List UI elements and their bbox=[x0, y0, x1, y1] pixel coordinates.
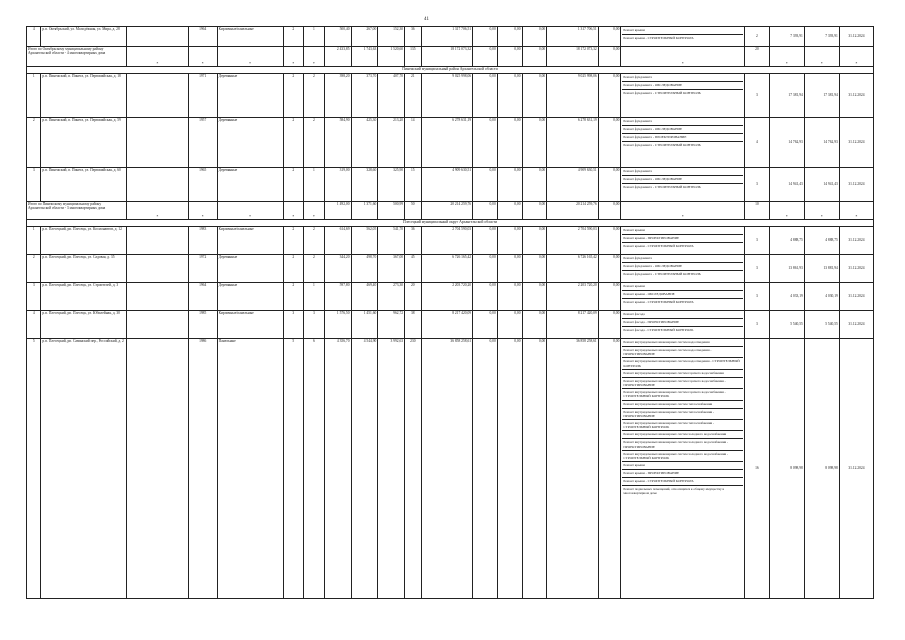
private-area-cell: 407,70 bbox=[378, 74, 405, 118]
private-area-cell: 500,99 bbox=[378, 202, 405, 220]
local-budget-cell: 0,00 bbox=[522, 202, 547, 220]
max-cost-cell: 14 941,43 bbox=[804, 168, 839, 202]
address-cell: р.п. Плесецкий, рп. Савинский пер., Российский, д. 2 bbox=[41, 339, 127, 599]
spec-cost-cell: 13 861,93 bbox=[769, 255, 804, 283]
entrances-cell: 6 bbox=[304, 339, 325, 599]
unit-cell: 3 bbox=[745, 168, 770, 202]
row-number: 3 bbox=[27, 168, 41, 202]
budget-cell: 0,00 bbox=[497, 255, 522, 283]
other-cell: 0,00 bbox=[598, 311, 621, 339]
address-cell: р.п. Пинежский, п. Пинега, ул. Первомайская, д. 59 bbox=[41, 118, 127, 168]
floors-cell: 2 bbox=[283, 27, 304, 47]
owners-fund-cell: 6 726 165,42 bbox=[547, 255, 599, 283]
fund-cell: 0,00 bbox=[473, 47, 498, 67]
year-cell: 1964 bbox=[188, 27, 217, 47]
total-row bbox=[27, 202, 874, 220]
entrances-cell: 2 bbox=[304, 227, 325, 255]
budget-cell: 0,00 bbox=[497, 283, 522, 311]
residents-cell: 50 bbox=[405, 202, 421, 220]
material-cell: Деревянные bbox=[217, 74, 283, 118]
row-number: 3 bbox=[27, 283, 41, 311]
material-cell: Деревянные bbox=[217, 255, 283, 283]
placeholder-mark: * bbox=[804, 202, 839, 220]
max-cost-cell: 4 030,19 bbox=[804, 283, 839, 311]
local-budget-cell: 0,00 bbox=[522, 74, 547, 118]
work-item: Ремонт внутридомовых инженерных систем теплоснабжения bbox=[622, 401, 743, 409]
local-budget-cell: 0,00 bbox=[522, 255, 547, 283]
other-cell: 0,00 bbox=[598, 47, 621, 67]
other-cell: 0,00 bbox=[598, 255, 621, 283]
address-cell: р.п. Пинежский, п. Пинега, ул. Первомайская, д. 60 bbox=[41, 168, 127, 202]
residents-cell: 230 bbox=[405, 339, 421, 599]
address-cell: р.п. Октябрьский, ул. Молодёжная, ул. Мира, д. 28 bbox=[41, 27, 127, 47]
total-area-cell: 614,69 bbox=[324, 227, 351, 255]
spec-cost-cell: 5 540,55 bbox=[769, 311, 804, 339]
local-budget-cell: 0,00 bbox=[522, 168, 547, 202]
work-item: Ремонт фасада - ПРОЕКТИРОВАНИЕ bbox=[622, 319, 743, 327]
work-item: Ремонт внутридомовых инженерных систем холодного водоснабжения - ПРОЕКТИРОВАНИЕ bbox=[622, 439, 743, 450]
other-cell: 0,00 bbox=[598, 202, 621, 220]
max-cost-cell: 8 098,98 bbox=[804, 339, 839, 599]
living-area-cell: 4 544,90 bbox=[351, 339, 378, 599]
table-row bbox=[27, 74, 874, 118]
material-cell: Деревянные bbox=[217, 283, 283, 311]
private-area-cell: 152,30 bbox=[378, 27, 405, 47]
residents-cell: 38 bbox=[405, 311, 421, 339]
address-cell: р.п. Плесецкий, рп. Плесецк, ул. Строителей, д. 3 bbox=[41, 283, 127, 311]
residents-cell: 15 bbox=[405, 168, 421, 202]
table-row bbox=[27, 339, 874, 599]
fund-cell: 0,00 bbox=[473, 283, 498, 311]
material-cell: Деревянные bbox=[217, 168, 283, 202]
floors-cell: 2 bbox=[283, 283, 304, 311]
owners-fund-cell: 4 909 630,51 bbox=[547, 168, 599, 202]
other-cell: 0,00 bbox=[598, 339, 621, 599]
placeholder-mark: * bbox=[217, 202, 283, 220]
year-cell: 1964 bbox=[188, 283, 217, 311]
total-area-cell: 597,80 bbox=[324, 283, 351, 311]
works-list bbox=[621, 27, 745, 47]
work-item: Ремонт фундамента - ОБСЛЕДОВАНИЕ bbox=[622, 126, 743, 134]
unit-cell: 3 bbox=[745, 227, 770, 255]
entrances-cell: 2 bbox=[304, 255, 325, 283]
spec-cost-cell: 8 098,98 bbox=[769, 339, 804, 599]
total-area-cell: 2 433,85 bbox=[324, 47, 351, 67]
total-area-cell: 344,20 bbox=[324, 255, 351, 283]
works-list bbox=[621, 168, 745, 202]
placeholder-mark: * bbox=[621, 47, 745, 67]
works-list bbox=[621, 339, 745, 599]
table-row bbox=[27, 311, 874, 339]
address-cell: р.п. Плесецкий, рп. Плесецк, ул. Садовая, д. 35 bbox=[41, 255, 127, 283]
max-cost-cell: 7 393,91 bbox=[804, 27, 839, 47]
works-list bbox=[621, 118, 745, 168]
material-cell: Панельные bbox=[217, 339, 283, 599]
fund-cell: 0,00 bbox=[473, 202, 498, 220]
total-row bbox=[27, 47, 874, 67]
spec-cost-cell: 14 941,43 bbox=[769, 168, 804, 202]
year-cell: 1957 bbox=[188, 118, 217, 168]
fund-cell: 0,00 bbox=[473, 168, 498, 202]
work-item: Ремонт крыши - СТРОИТЕЛЬНЫЙ КОНТРОЛЬ bbox=[623, 244, 694, 248]
row-number: 1 bbox=[27, 74, 41, 118]
total-area-cell: 1 492,00 bbox=[324, 202, 351, 220]
max-cost-cell: 14 762,93 bbox=[804, 118, 839, 168]
work-item: Ремонт фундамента - ОБСЛЕДОВАНИЕ bbox=[622, 82, 743, 90]
fund-cell: 0,00 bbox=[473, 311, 498, 339]
budget-cell: 0,00 bbox=[497, 74, 522, 118]
work-item: Ремонт крыши bbox=[622, 27, 743, 35]
deadline-cell: 31.12.2024 bbox=[839, 339, 873, 599]
empty-cell bbox=[126, 311, 188, 339]
residents-cell: 21 bbox=[405, 74, 421, 118]
unit-cell: 3 bbox=[745, 255, 770, 283]
owners-fund-cell: 2 203 720,20 bbox=[547, 283, 599, 311]
total-area-cell: 319,00 bbox=[324, 168, 351, 202]
other-cell: 0,00 bbox=[598, 168, 621, 202]
year-cell: 1983 bbox=[188, 227, 217, 255]
living-area-cell: 1 451,60 bbox=[351, 311, 378, 339]
cost-cell: 18 172 073,32 bbox=[421, 47, 473, 67]
entrances-cell: 1 bbox=[304, 283, 325, 311]
empty-cell bbox=[126, 118, 188, 168]
work-item: Ремонт фундамента - СТРОИТЕЛЬНЫЙ КОНТРОЛЬ bbox=[623, 143, 701, 147]
work-item: Ремонт крыши - ОБСЛЕДОВАНИЕ bbox=[622, 291, 743, 299]
empty-cell bbox=[126, 227, 188, 255]
page-number: 41 bbox=[424, 17, 429, 22]
work-item: Ремонт крыши bbox=[622, 462, 743, 470]
material-cell: Кирпичные/панельные bbox=[217, 311, 283, 339]
work-item: Ремонт внутридомовых инженерных систем теплоснабжения - ПРОЕКТИРОВАНИЕ bbox=[622, 409, 743, 420]
works-list bbox=[621, 227, 745, 255]
work-item: Ремонт фасада bbox=[622, 311, 743, 319]
cost-cell: 36 858 258,61 bbox=[421, 339, 473, 599]
placeholder-mark: * bbox=[621, 202, 745, 220]
work-item: Ремонт крыши - СТРОИТЕЛЬНЫЙ КОНТРОЛЬ bbox=[623, 300, 694, 304]
row-number: 1 bbox=[27, 227, 41, 255]
floors-cell: 2 bbox=[283, 118, 304, 168]
unit-cell: 3 bbox=[745, 283, 770, 311]
cost-cell: 9 025 998,06 bbox=[421, 74, 473, 118]
table-row bbox=[27, 118, 874, 168]
other-cell: 0,00 bbox=[598, 74, 621, 118]
owners-fund-cell: 1 317 706,51 bbox=[547, 27, 599, 47]
local-budget-cell: 0,00 bbox=[522, 311, 547, 339]
placeholder-mark: * bbox=[769, 47, 804, 67]
cost-cell: 1 317 706,51 bbox=[421, 27, 473, 47]
budget-cell: 0,00 bbox=[497, 27, 522, 47]
work-item: Ремонт фундамента - СТРОИТЕЛЬНЫЙ КОНТРОЛЬ bbox=[623, 272, 701, 276]
local-budget-cell: 0,00 bbox=[522, 283, 547, 311]
max-cost-cell: 4 888,75 bbox=[804, 227, 839, 255]
year-cell: 1971 bbox=[188, 74, 217, 118]
table-row bbox=[27, 227, 874, 255]
capital-repair-table bbox=[26, 26, 874, 599]
work-item: Ремонт крыши - ПРОЕКТИРОВАНИЕ bbox=[622, 470, 743, 478]
empty-cell bbox=[126, 255, 188, 283]
other-cell: 0,00 bbox=[598, 118, 621, 168]
cost-cell: 2 704 590,03 bbox=[421, 227, 473, 255]
work-item: Ремонт крыши - СТРОИТЕЛЬНЫЙ КОНТРОЛЬ bbox=[622, 478, 743, 486]
section-header-row bbox=[27, 220, 874, 227]
address-cell: р.п. Плесецкий, рп. Плесецк, ул. Космонавтов, д. 12 bbox=[41, 227, 127, 255]
work-item: Ремонт внутридомовых инженерных систем холодного водоснабжения bbox=[622, 431, 743, 439]
placeholder-mark: * bbox=[839, 47, 873, 67]
table-row bbox=[27, 283, 874, 311]
total-label: Итого по Пинежскому муниципальному району Архангельской области - 3 многоквартирных дома bbox=[27, 202, 127, 220]
row-number: 4 bbox=[27, 311, 41, 339]
work-item: Ремонт внутридомовых инженерных систем горячего водоснабжения bbox=[622, 370, 743, 378]
residents-cell: 20 bbox=[405, 283, 421, 311]
total-area-cell: 1 576,50 bbox=[324, 311, 351, 339]
cost-cell: 2 203 720,20 bbox=[421, 283, 473, 311]
private-area-cell: 3 992,63 bbox=[378, 339, 405, 599]
max-cost-cell: 13 881,94 bbox=[804, 255, 839, 283]
cost-cell: 6 726 165,42 bbox=[421, 255, 473, 283]
table-row bbox=[27, 168, 874, 202]
owners-fund-cell: 9 025 998,06 bbox=[547, 74, 599, 118]
local-budget-cell: 0,00 bbox=[522, 27, 547, 47]
work-item: Ремонт фундамента - ОБСЛЕДОВАНИЕ bbox=[622, 176, 743, 184]
budget-cell: 0,00 bbox=[497, 339, 522, 599]
table-row bbox=[27, 27, 874, 47]
unit-cell: 2 bbox=[745, 27, 770, 47]
private-area-cell: 541,70 bbox=[378, 227, 405, 255]
fund-cell: 0,00 bbox=[473, 255, 498, 283]
work-item: Ремонт фундамента bbox=[622, 168, 743, 176]
unit-cell: 16 bbox=[745, 339, 770, 599]
placeholder-mark: * bbox=[283, 47, 304, 67]
works-list bbox=[621, 74, 745, 118]
deadline-cell: 31.12.2024 bbox=[839, 74, 873, 118]
owners-fund-cell: 2 704 590,03 bbox=[547, 227, 599, 255]
living-area-cell: 498,70 bbox=[351, 255, 378, 283]
budget-cell: 0,00 bbox=[497, 47, 522, 67]
living-area-cell: 1 743,63 bbox=[351, 47, 378, 67]
deadline-cell: 31.12.2024 bbox=[839, 227, 873, 255]
max-cost-cell: 17 381,94 bbox=[804, 74, 839, 118]
residents-cell: 36 bbox=[405, 227, 421, 255]
entrances-cell: 2 bbox=[304, 74, 325, 118]
material-cell: Кирпичные/панельные bbox=[217, 27, 283, 47]
work-item: Ремонт крыши - ПРОЕКТИРОВАНИЕ bbox=[622, 235, 743, 243]
work-item: Ремонт крыши bbox=[622, 283, 743, 291]
deadline-cell: 31.12.2024 bbox=[839, 283, 873, 311]
deadline-cell: 31.12.2024 bbox=[839, 168, 873, 202]
other-cell: 0,00 bbox=[598, 27, 621, 47]
budget-cell: 0,00 bbox=[497, 227, 522, 255]
work-item: Ремонт внутридомовых инженерных систем горячего водоснабжения - ПРОЕКТИРОВАНИЕ bbox=[622, 378, 743, 389]
floors-cell: 2 bbox=[283, 255, 304, 283]
local-budget-cell: 0,00 bbox=[522, 47, 547, 67]
spec-cost-cell: 4 033,19 bbox=[769, 283, 804, 311]
cost-cell: 20 214 259,76 bbox=[421, 202, 473, 220]
work-item: Ремонт внутридомовых инженерных систем горячего водоснабжения - СТРОИТЕЛЬНЫЙ КОНТРОЛЬ bbox=[622, 389, 743, 400]
works-list bbox=[621, 311, 745, 339]
work-item: Ремонт внутридомовых инженерных систем теплоснабжения - СТРОИТЕЛЬНЫЙ КОНТРОЛЬ bbox=[622, 420, 743, 431]
living-area-cell: 425,30 bbox=[351, 118, 378, 168]
other-cell: 0,00 bbox=[598, 283, 621, 311]
spec-cost-cell: 17 381,94 bbox=[769, 74, 804, 118]
empty-cell bbox=[126, 283, 188, 311]
placeholder-mark: * bbox=[804, 47, 839, 67]
entrances-cell: 3 bbox=[304, 311, 325, 339]
private-area-cell: 325,90 bbox=[378, 168, 405, 202]
fund-cell: 0,00 bbox=[473, 118, 498, 168]
local-budget-cell: 0,00 bbox=[522, 339, 547, 599]
living-area-cell: 328,60 bbox=[351, 168, 378, 202]
row-number: 5 bbox=[27, 339, 41, 599]
residents-cell: 14 bbox=[405, 118, 421, 168]
work-item: Ремонт фасада - СТРОИТЕЛЬНЫЙ КОНТРОЛЬ bbox=[623, 328, 694, 332]
total-area-cell: 398,20 bbox=[324, 74, 351, 118]
address-cell: р.п. Пинежский, п. Пинега, ул. Первомайская, д. 18 bbox=[41, 74, 127, 118]
deadline-cell: 31.12.2024 bbox=[839, 27, 873, 47]
living-area-cell: 1 371,60 bbox=[351, 202, 378, 220]
placeholder-mark: * bbox=[126, 47, 188, 67]
row-number: 2 bbox=[27, 118, 41, 168]
residents-cell: 36 bbox=[405, 27, 421, 47]
cost-cell: 8 217 420,09 bbox=[421, 311, 473, 339]
owners-fund-cell: 20 214 259,76 bbox=[547, 202, 599, 220]
placeholder-mark: * bbox=[188, 202, 217, 220]
entrances-cell: 1 bbox=[304, 27, 325, 47]
floors-cell: 3 bbox=[283, 311, 304, 339]
max-cost-cell: 5 540,55 bbox=[804, 311, 839, 339]
unit-cell: 3 bbox=[745, 74, 770, 118]
other-cell: 0,00 bbox=[598, 227, 621, 255]
deadline-cell: 31.12.2024 bbox=[839, 255, 873, 283]
work-item: Ремонт фундамента bbox=[622, 74, 743, 82]
work-item: Ремонт фундамента - ОБСЛЕДОВАНИЕ bbox=[622, 263, 743, 271]
fund-cell: 0,00 bbox=[473, 74, 498, 118]
private-area-cell: 1 520,60 bbox=[378, 47, 405, 67]
works-list bbox=[621, 283, 745, 311]
work-item: Ремонт внутридомовых инженерных систем водоотведения - ПРОЕКТИРОВАНИЕ bbox=[622, 347, 743, 358]
local-budget-cell: 0,00 bbox=[522, 118, 547, 168]
living-area-cell: 562,05 bbox=[351, 227, 378, 255]
work-item: Ремонт крыши - СТРОИТЕЛЬНЫЙ КОНТРОЛЬ bbox=[623, 36, 694, 40]
owners-fund-cell: 6 278 631,19 bbox=[547, 118, 599, 168]
work-item: Ремонт внутридомовых инженерных систем водоотведения bbox=[622, 339, 743, 347]
placeholder-mark: * bbox=[769, 202, 804, 220]
work-item: Ремонт фундамента bbox=[622, 118, 743, 126]
budget-cell: 0,00 bbox=[497, 202, 522, 220]
private-area-cell: 367,00 bbox=[378, 255, 405, 283]
work-item: Ремонт фундамента bbox=[622, 255, 743, 263]
living-area-cell: 373,70 bbox=[351, 74, 378, 118]
material-cell: Деревянные bbox=[217, 118, 283, 168]
private-area-cell: 273,30 bbox=[378, 283, 405, 311]
year-cell: 1965 bbox=[188, 168, 217, 202]
living-area-cell: 469,40 bbox=[351, 283, 378, 311]
floors-cell: 2 bbox=[283, 227, 304, 255]
placeholder-mark: * bbox=[839, 202, 873, 220]
empty-cell bbox=[126, 168, 188, 202]
unit-cell: 4 bbox=[745, 118, 770, 168]
row-number: 2 bbox=[27, 255, 41, 283]
deadline-cell: 31.12.2024 bbox=[839, 311, 873, 339]
residents-cell: 135 bbox=[405, 47, 421, 67]
work-item: Ремонт крыши bbox=[622, 227, 743, 235]
owners-fund-cell: 18 172 073,32 bbox=[547, 47, 599, 67]
year-cell: 1985 bbox=[188, 311, 217, 339]
budget-cell: 0,00 bbox=[497, 311, 522, 339]
fund-cell: 0,00 bbox=[473, 27, 498, 47]
floors-cell: 2 bbox=[283, 168, 304, 202]
work-item: Ремонт фундамента - ПРОЕКТИРОВАНИЕ bbox=[622, 134, 743, 142]
total-label: Итого по Октябрьскому муниципальному району Архангельской области - 4 многоквартирных дома bbox=[27, 47, 127, 67]
total-area-cell: 4 356,70 bbox=[324, 339, 351, 599]
work-item: Ремонт фундамента - СТРОИТЕЛЬНЫЙ КОНТРОЛЬ bbox=[623, 185, 701, 189]
placeholder-mark: * bbox=[217, 47, 283, 67]
empty-cell bbox=[126, 27, 188, 47]
owners-fund-cell: 8 217 420,09 bbox=[547, 311, 599, 339]
placeholder-mark: * bbox=[188, 47, 217, 67]
empty-cell bbox=[126, 74, 188, 118]
local-budget-cell: 0,00 bbox=[522, 227, 547, 255]
private-area-cell: 962,72 bbox=[378, 311, 405, 339]
table-row bbox=[27, 255, 874, 283]
floors-cell: 2 bbox=[283, 74, 304, 118]
unit-cell: 20 bbox=[745, 47, 770, 67]
unit-cell: 3 bbox=[745, 311, 770, 339]
placeholder-mark: * bbox=[304, 47, 325, 67]
section-header-row bbox=[27, 67, 874, 74]
living-area-cell: 267,00 bbox=[351, 27, 378, 47]
year-cell: 1972 bbox=[188, 255, 217, 283]
fund-cell: 0,00 bbox=[473, 339, 498, 599]
entrances-cell: 2 bbox=[304, 118, 325, 168]
section-title: Пинежский муниципальный район Архангельской области bbox=[27, 67, 874, 74]
empty-cell bbox=[126, 339, 188, 599]
entrances-cell: 1 bbox=[304, 168, 325, 202]
residents-cell: 45 bbox=[405, 255, 421, 283]
cost-cell: 6 278 631,19 bbox=[421, 118, 473, 168]
private-area-cell: 213,20 bbox=[378, 118, 405, 168]
placeholder-mark: * bbox=[126, 202, 188, 220]
spec-cost-cell: 4 888,75 bbox=[769, 227, 804, 255]
work-item: Ремонт внутридомовых инженерных систем водоотведения - СТРОИТЕЛЬНЫЙ КОНТРОЛЬ bbox=[622, 358, 743, 369]
address-cell: р.п. Плесецкий, рп. Плесецк, ул. Юбилейная, д. 30 bbox=[41, 311, 127, 339]
work-item: Ремонт подвальных помещений, относящихся к общему имуществу в многоквартирном доме bbox=[623, 487, 725, 496]
floors-cell: 5 bbox=[283, 339, 304, 599]
total-area-cell: 500,40 bbox=[324, 27, 351, 47]
owners-fund-cell: 36 858 258,61 bbox=[547, 339, 599, 599]
work-item: Ремонт фундамента - СТРОИТЕЛЬНЫЙ КОНТРОЛЬ bbox=[623, 91, 701, 95]
work-item: Ремонт внутридомовых инженерных систем холодного водоснабжения - СТРОИТЕЛЬНЫЙ КОНТРОЛЬ bbox=[622, 451, 743, 462]
total-area-cell: 584,90 bbox=[324, 118, 351, 168]
spec-cost-cell: 7 393,91 bbox=[769, 27, 804, 47]
year-cell: 1986 bbox=[188, 339, 217, 599]
cost-cell: 4 909 630,51 bbox=[421, 168, 473, 202]
unit-cell: 10 bbox=[745, 202, 770, 220]
material-cell: Кирпичные/панельные bbox=[217, 227, 283, 255]
works-list bbox=[621, 255, 745, 283]
budget-cell: 0,00 bbox=[497, 118, 522, 168]
spec-cost-cell: 14 762,93 bbox=[769, 118, 804, 168]
budget-cell: 0,00 bbox=[497, 168, 522, 202]
placeholder-mark: * bbox=[283, 202, 304, 220]
section-title: Плесецкий муниципальный округ Архангельской области bbox=[27, 220, 874, 227]
row-number: 4 bbox=[27, 27, 41, 47]
placeholder-mark: * bbox=[304, 202, 325, 220]
fund-cell: 0,00 bbox=[473, 227, 498, 255]
deadline-cell: 31.12.2024 bbox=[839, 118, 873, 168]
